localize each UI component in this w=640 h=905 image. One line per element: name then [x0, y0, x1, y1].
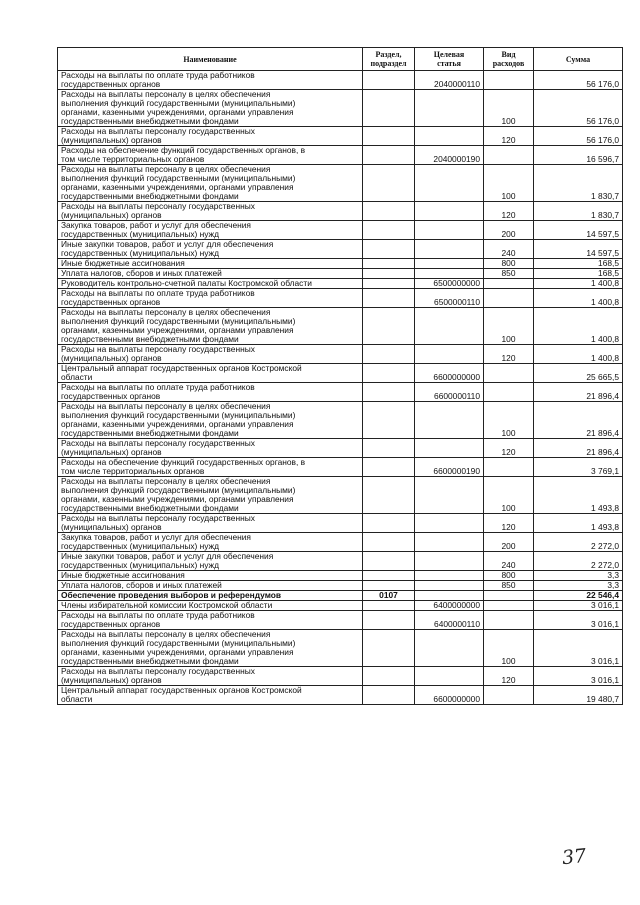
- row-name-cell: Уплата налогов, сборов и иных платежей: [58, 581, 363, 591]
- row-name-cell: Закупка товаров, работ и услуг для обеспечения государственных (муниципальных) нужд: [58, 221, 363, 240]
- row-name-cell: Члены избирательной комиссии Костромской области: [58, 601, 363, 611]
- header-expense-type: Вид расходов: [484, 48, 534, 71]
- row-sum-cell: 3,3: [534, 581, 623, 591]
- table-row: [58, 165, 623, 202]
- table-row: [58, 477, 623, 514]
- row-sum-cell: 3 016,1: [534, 611, 623, 630]
- row-article-cell: [415, 90, 484, 127]
- row-article-cell: [415, 581, 484, 591]
- row-name-cell: Расходы на выплаты персоналу государственных (муниципальных) органов: [58, 439, 363, 458]
- table-row: [58, 308, 623, 345]
- table-row: [58, 202, 623, 221]
- row-name-cell: Расходы на обеспечение функций государственных органов, в том числе территориальных органов: [58, 146, 363, 165]
- row-article-cell: [415, 345, 484, 364]
- table-row: [58, 127, 623, 146]
- table-row: [58, 240, 623, 259]
- table-row: [58, 533, 623, 552]
- table-row: [58, 221, 623, 240]
- header-sum: Сумма: [534, 48, 623, 71]
- row-expense-type-cell: 120: [484, 127, 534, 146]
- table-row: [58, 71, 623, 90]
- row-sum-cell: 21 896,4: [534, 439, 623, 458]
- row-article-cell: [415, 514, 484, 533]
- row-section-cell: [363, 240, 415, 259]
- row-expense-type-cell: 120: [484, 514, 534, 533]
- row-name-cell: Иные бюджетные ассигнования: [58, 571, 363, 581]
- row-sum-cell: 22 546,4: [534, 591, 623, 601]
- row-article-cell: [415, 571, 484, 581]
- row-name-cell: Расходы на выплаты персоналу в целях обеспечения выполнения функций государственными (муниципальными) органами, казенными учреждениями, органами управления государственными внебюджетными фондами: [58, 165, 363, 202]
- row-sum-cell: 56 176,0: [534, 90, 623, 127]
- row-article-cell: 6400000110: [415, 611, 484, 630]
- row-expense-type-cell: [484, 364, 534, 383]
- row-name-cell: Расходы на выплаты персоналу в целях обеспечения выполнения функций государственными (муниципальными) органами, казенными учреждениями, органами управления государственными внебюджетными фондами: [58, 90, 363, 127]
- row-name-cell: Расходы на выплаты по оплате труда работников государственных органов: [58, 71, 363, 90]
- row-expense-type-cell: 800: [484, 259, 534, 269]
- table-row: [58, 514, 623, 533]
- row-section-cell: [363, 221, 415, 240]
- row-sum-cell: 14 597,5: [534, 221, 623, 240]
- table-row: [58, 90, 623, 127]
- row-section-cell: [363, 269, 415, 279]
- row-expense-type-cell: 120: [484, 202, 534, 221]
- row-article-cell: 6500000000: [415, 279, 484, 289]
- row-expense-type-cell: [484, 71, 534, 90]
- row-article-cell: [415, 439, 484, 458]
- row-sum-cell: 1 400,8: [534, 308, 623, 345]
- row-section-cell: [363, 611, 415, 630]
- row-name-cell: Расходы на выплаты по оплате труда работников государственных органов: [58, 611, 363, 630]
- table-row: [58, 439, 623, 458]
- row-article-cell: 6600000000: [415, 686, 484, 705]
- table-row: [58, 289, 623, 308]
- row-expense-type-cell: [484, 591, 534, 601]
- row-article-cell: [415, 202, 484, 221]
- table-row: [58, 611, 623, 630]
- row-sum-cell: 1 400,8: [534, 345, 623, 364]
- row-section-cell: [363, 383, 415, 402]
- row-sum-cell: 21 896,4: [534, 402, 623, 439]
- row-section-cell: [363, 686, 415, 705]
- row-sum-cell: 19 480,7: [534, 686, 623, 705]
- table-row: [58, 364, 623, 383]
- row-expense-type-cell: 120: [484, 667, 534, 686]
- row-expense-type-cell: 120: [484, 439, 534, 458]
- table-row: [58, 591, 623, 601]
- row-expense-type-cell: [484, 383, 534, 402]
- row-name-cell: Обеспечение проведения выборов и референдумов: [58, 591, 363, 601]
- row-article-cell: [415, 221, 484, 240]
- row-article-cell: [415, 667, 484, 686]
- table-row: [58, 552, 623, 571]
- row-name-cell: Расходы на выплаты по оплате труда работников государственных органов: [58, 383, 363, 402]
- row-section-cell: [363, 630, 415, 667]
- row-section-cell: [363, 601, 415, 611]
- row-sum-cell: 2 272,0: [534, 552, 623, 571]
- row-sum-cell: 14 597,5: [534, 240, 623, 259]
- table-row: [58, 279, 623, 289]
- row-name-cell: Расходы на выплаты персоналу в целях обеспечения выполнения функций государственными (муниципальными) органами, казенными учреждениями, органами управления государственными внебюджетными фондами: [58, 477, 363, 514]
- row-sum-cell: 3 769,1: [534, 458, 623, 477]
- row-name-cell: Центральный аппарат государственных органов Костромской области: [58, 686, 363, 705]
- row-section-cell: [363, 71, 415, 90]
- row-article-cell: [415, 591, 484, 601]
- row-article-cell: [415, 259, 484, 269]
- row-sum-cell: 3 016,1: [534, 601, 623, 611]
- row-sum-cell: 21 896,4: [534, 383, 623, 402]
- row-name-cell: Расходы на выплаты персоналу в целях обеспечения выполнения функций государственными (муниципальными) органами, казенными учреждениями, органами управления государственными внебюджетными фондами: [58, 308, 363, 345]
- row-sum-cell: 1 830,7: [534, 202, 623, 221]
- table-row: [58, 630, 623, 667]
- row-expense-type-cell: 800: [484, 571, 534, 581]
- row-sum-cell: 1 400,8: [534, 289, 623, 308]
- row-section-cell: [363, 458, 415, 477]
- row-section-cell: [363, 514, 415, 533]
- row-name-cell: Расходы на выплаты персоналу в целях обеспечения выполнения функций государственными (муниципальными) органами, казенными учреждениями, органами управления государственными внебюджетными фондами: [58, 630, 363, 667]
- row-name-cell: Уплата налогов, сборов и иных платежей: [58, 269, 363, 279]
- table-row: [58, 581, 623, 591]
- row-section-cell: [363, 90, 415, 127]
- table-body: [58, 71, 623, 705]
- row-section-cell: [363, 308, 415, 345]
- row-article-cell: [415, 269, 484, 279]
- row-section-cell: [363, 202, 415, 221]
- table-row: [58, 667, 623, 686]
- row-section-cell: [363, 477, 415, 514]
- row-name-cell: Расходы на обеспечение функций государственных органов, в том числе территориальных органов: [58, 458, 363, 477]
- row-name-cell: Расходы на выплаты по оплате труда работников государственных органов: [58, 289, 363, 308]
- row-expense-type-cell: 850: [484, 269, 534, 279]
- row-expense-type-cell: 100: [484, 402, 534, 439]
- row-article-cell: [415, 477, 484, 514]
- row-article-cell: 6600000190: [415, 458, 484, 477]
- row-article-cell: [415, 630, 484, 667]
- row-article-cell: 2040000190: [415, 146, 484, 165]
- row-expense-type-cell: [484, 686, 534, 705]
- row-expense-type-cell: 850: [484, 581, 534, 591]
- header-name: Наименование: [58, 48, 363, 71]
- row-article-cell: 6600000000: [415, 364, 484, 383]
- row-name-cell: Иные бюджетные ассигнования: [58, 259, 363, 269]
- table-row: [58, 383, 623, 402]
- handwritten-page-number: 37: [560, 844, 588, 870]
- row-name-cell: Расходы на выплаты персоналу государственных (муниципальных) органов: [58, 345, 363, 364]
- header-section: Раздел, подраздел: [363, 48, 415, 71]
- row-expense-type-cell: [484, 289, 534, 308]
- row-name-cell: Расходы на выплаты персоналу государственных (муниципальных) органов: [58, 202, 363, 221]
- table-row: [58, 571, 623, 581]
- row-section-cell: [363, 533, 415, 552]
- row-expense-type-cell: [484, 611, 534, 630]
- row-article-cell: 6600000110: [415, 383, 484, 402]
- row-section-cell: [363, 552, 415, 571]
- row-sum-cell: 1 830,7: [534, 165, 623, 202]
- row-sum-cell: 56 176,0: [534, 71, 623, 90]
- row-article-cell: [415, 533, 484, 552]
- row-section-cell: [363, 289, 415, 308]
- row-name-cell: Иные закупки товаров, работ и услуг для обеспечения государственных (муниципальных) нужд: [58, 240, 363, 259]
- row-name-cell: Руководитель контрольно-счетной палаты Костромской области: [58, 279, 363, 289]
- row-expense-type-cell: 240: [484, 552, 534, 571]
- row-sum-cell: 1 493,8: [534, 477, 623, 514]
- table-row: [58, 269, 623, 279]
- row-expense-type-cell: [484, 458, 534, 477]
- row-article-cell: [415, 127, 484, 146]
- row-section-cell: [363, 127, 415, 146]
- row-sum-cell: 1 493,8: [534, 514, 623, 533]
- row-name-cell: Расходы на выплаты персоналу государственных (муниципальных) органов: [58, 514, 363, 533]
- row-article-cell: 6500000110: [415, 289, 484, 308]
- row-article-cell: [415, 552, 484, 571]
- table-row: [58, 146, 623, 165]
- row-section-cell: [363, 439, 415, 458]
- row-section-cell: [363, 571, 415, 581]
- header-article: Целевая статья: [415, 48, 484, 71]
- row-name-cell: Расходы на выплаты персоналу государственных (муниципальных) органов: [58, 667, 363, 686]
- row-sum-cell: 1 400,8: [534, 279, 623, 289]
- row-expense-type-cell: [484, 146, 534, 165]
- row-sum-cell: 2 272,0: [534, 533, 623, 552]
- budget-table: [57, 47, 623, 705]
- row-expense-type-cell: [484, 279, 534, 289]
- row-expense-type-cell: 200: [484, 533, 534, 552]
- row-sum-cell: 168,5: [534, 269, 623, 279]
- row-section-cell: [363, 259, 415, 269]
- row-expense-type-cell: 200: [484, 221, 534, 240]
- table-row: [58, 259, 623, 269]
- table-row: [58, 686, 623, 705]
- row-expense-type-cell: 100: [484, 308, 534, 345]
- row-name-cell: Центральный аппарат государственных органов Костромской области: [58, 364, 363, 383]
- row-section-cell: [363, 345, 415, 364]
- table-row: [58, 345, 623, 364]
- row-article-cell: 6400000000: [415, 601, 484, 611]
- row-section-cell: [363, 279, 415, 289]
- row-sum-cell: 16 596,7: [534, 146, 623, 165]
- row-section-cell: 0107: [363, 591, 415, 601]
- row-sum-cell: 3 016,1: [534, 630, 623, 667]
- row-expense-type-cell: 100: [484, 165, 534, 202]
- table-row: [58, 601, 623, 611]
- row-expense-type-cell: 100: [484, 630, 534, 667]
- row-sum-cell: 25 665,5: [534, 364, 623, 383]
- row-sum-cell: 56 176,0: [534, 127, 623, 146]
- row-article-cell: [415, 308, 484, 345]
- row-name-cell: Расходы на выплаты персоналу государственных (муниципальных) органов: [58, 127, 363, 146]
- row-section-cell: [363, 165, 415, 202]
- row-expense-type-cell: 100: [484, 477, 534, 514]
- table-row: [58, 402, 623, 439]
- row-article-cell: [415, 402, 484, 439]
- row-expense-type-cell: 240: [484, 240, 534, 259]
- row-section-cell: [363, 402, 415, 439]
- row-name-cell: Иные закупки товаров, работ и услуг для обеспечения государственных (муниципальных) нужд: [58, 552, 363, 571]
- row-expense-type-cell: [484, 601, 534, 611]
- row-section-cell: [363, 146, 415, 165]
- row-sum-cell: 3 016,1: [534, 667, 623, 686]
- row-expense-type-cell: 100: [484, 90, 534, 127]
- row-sum-cell: 168,5: [534, 259, 623, 269]
- row-section-cell: [363, 581, 415, 591]
- row-sum-cell: 3,3: [534, 571, 623, 581]
- row-article-cell: [415, 240, 484, 259]
- row-article-cell: 2040000110: [415, 71, 484, 90]
- row-name-cell: Закупка товаров, работ и услуг для обеспечения государственных (муниципальных) нужд: [58, 533, 363, 552]
- row-section-cell: [363, 364, 415, 383]
- row-section-cell: [363, 667, 415, 686]
- table-header-row: [58, 48, 623, 71]
- table-row: [58, 458, 623, 477]
- row-article-cell: [415, 165, 484, 202]
- row-expense-type-cell: 120: [484, 345, 534, 364]
- row-name-cell: Расходы на выплаты персоналу в целях обеспечения выполнения функций государственными (муниципальными) органами, казенными учреждениями, органами управления государственными внебюджетными фондами: [58, 402, 363, 439]
